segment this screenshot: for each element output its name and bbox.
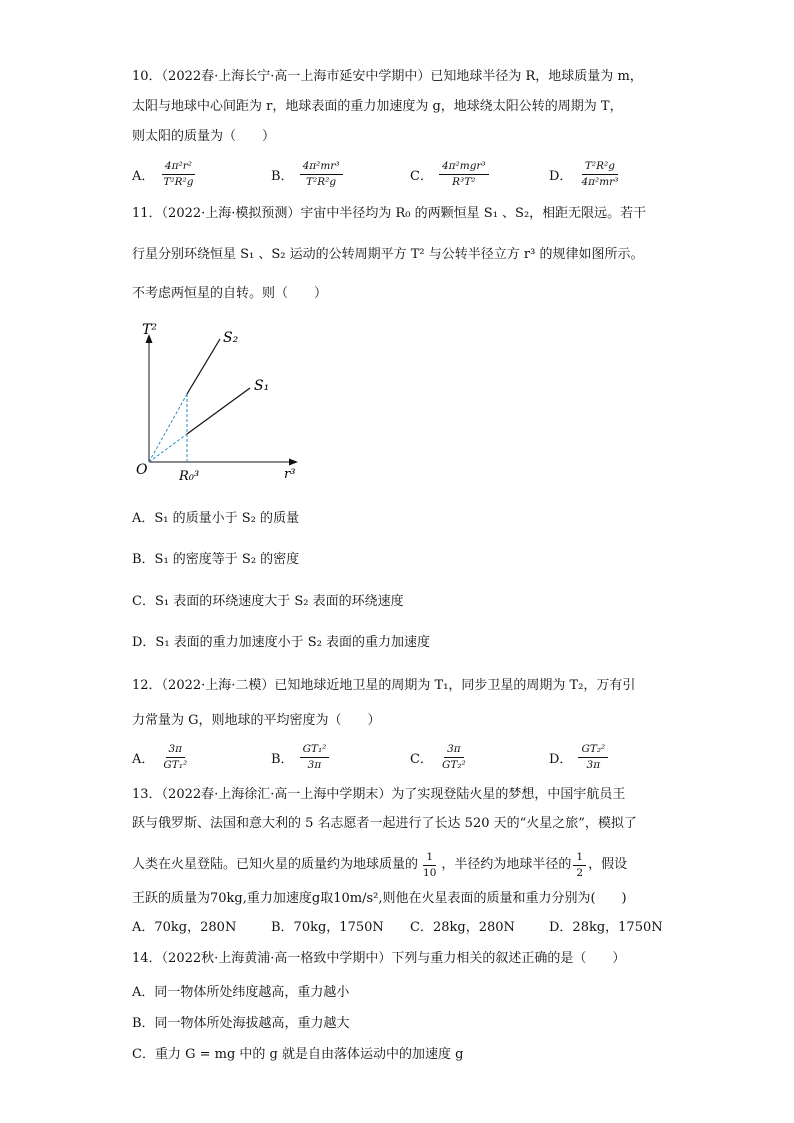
q14-stem-line-1: 14．（2022秋·上海黄浦·高一格致中学期中）下列与重力相关的叙述正确的是（ ） [132, 951, 626, 966]
q11-stem-line-3: 不考虑两恒星的自转。则（ ） [132, 286, 328, 301]
q13-stem-line-4: 王跃的质量为70kg,重力加速度g取10m/s²,则他在火星表面的质量和重力分别为( ) [132, 891, 627, 906]
fraction: $\frac{\text{GT₁²}}{3\pi}$ [300, 743, 330, 772]
q12-options [132, 737, 692, 777]
fraction: $\frac{\text{4π²mr³}}{\text{T²R²g}}$ [300, 160, 343, 189]
r0-tick-label: R₀³ [179, 469, 200, 484]
s1-line [187, 388, 250, 434]
s2-dashed-segment [149, 394, 187, 462]
q12-option-b[interactable]: B． $\frac{\text{GT₁²}}{3\pi}$ [271, 737, 329, 777]
x-axis-label: r³ [284, 467, 296, 482]
q10-option-b[interactable]: B． $\frac{\text{4π²mr³}}{\text{T²R²g}}$ [271, 154, 343, 194]
q11-option-c[interactable]: C．S₁ 表面的环绕速度大于 S₂ 表面的环绕速度 [132, 594, 404, 609]
q13-option-a[interactable]: A．70kg，280N [132, 920, 237, 935]
q13-option-d[interactable]: D．28kg，1750N [549, 920, 663, 935]
s2-line [187, 339, 220, 394]
fraction: $\frac{\text{4π²r²}}{\text{T²R²g}}$ [163, 159, 194, 188]
q13-stem-line-1: 13．（2022春·上海徐汇·高一上海中学期末）为了实现登陆火星的梦想，中国宇航员王 [132, 787, 626, 802]
fraction-one-half: $\frac{1}{2}$ [573, 851, 586, 880]
origin-label: O [136, 462, 148, 478]
q14-option-a[interactable]: A．同一物体所处纬度越高，重力越小 [132, 985, 350, 1000]
q12-stem-line-1: 12．（2022·上海·二模）已知地球近地卫星的周期为 T₁，同步卫星的周期为 T₂，万有引 [132, 678, 636, 693]
s1-label: S₁ [254, 378, 270, 394]
x-axis-arrow [289, 459, 298, 466]
q12-option-d[interactable]: D． $\frac{\text{GT₂²}}{3\pi}$ [549, 737, 608, 777]
q13-stem-line-3: 人类在火星登陆。已知火星的质量约为地球质量的 $\frac{1}{10}$ ，半径约为地球半径的 $\frac{1}{2}$ ，假设 [132, 850, 628, 879]
q14-option-c[interactable]: C．重力 G = mg 中的 g 就是自由落体运动中的加速度 g [132, 1047, 464, 1062]
q10-stem-line-3: 则太阳的质量为（ ） [132, 129, 276, 144]
q12-option-c[interactable]: C． $\frac{3\pi}{\text{GT₂²}}$ [410, 737, 469, 777]
q10-option-a[interactable]: A． $\frac{\text{4π²r²}}{\text{T²R²g}}$ [132, 154, 196, 194]
q12-option-a[interactable]: A． $\frac{3\pi}{\text{GT₁²}}$ [132, 737, 190, 777]
fraction-one-tenth: $\frac{1}{10}$ [423, 850, 437, 879]
q12-stem-line-2: 力常量为 G，则地球的平均密度为（ ） [132, 713, 381, 728]
fraction: $\frac{3\pi}{\text{GT₂²}}$ [441, 742, 466, 771]
s2-label: S₂ [223, 330, 239, 346]
q10-stem-line-1: 10．（2022春·上海长宁·高一上海市延安中学期中）已知地球半径为 R，地球质量为 m， [132, 69, 643, 84]
q13-option-c[interactable]: C．28kg，280N [410, 920, 515, 935]
s1-dashed-segment [149, 434, 187, 462]
q11-stem-line-1: 11．（2022·上海·模拟预测）宇宙中半径均为 R₀ 的两颗恒星 S₁ 、S₂，相距无限远。若干 [132, 206, 647, 221]
q10-stem-line-2: 太阳与地球中心间距为 r，地球表面的重力加速度为 g，地球绕太阳公转的周期为 T， [132, 99, 623, 114]
q10-option-d[interactable]: D． $\frac{\text{T²R²g}}{\text{4π²mr³}}$ [549, 154, 621, 194]
fraction: $\frac{\text{T²R²g}}{\text{4π²mr³}}$ [581, 159, 619, 188]
q11-graph [130, 316, 310, 488]
q11-option-a[interactable]: A．S₁ 的质量小于 S₂ 的质量 [132, 511, 300, 526]
y-axis-label: T² [142, 322, 157, 338]
q13-stem-line-2: 跃与俄罗斯、法国和意大利的 5 名志愿者一起进行了长达 520 天的“火星之旅”，模拟了 [132, 816, 637, 831]
q13-option-b[interactable]: B．70kg，1750N [271, 920, 384, 935]
q10-options [132, 154, 692, 194]
q14-option-b[interactable]: B．同一物体所处海拔越高，重力越大 [132, 1016, 350, 1031]
fraction: $\frac{3\pi}{\text{GT₁²}}$ [163, 742, 188, 771]
q11-option-b[interactable]: B．S₁ 的密度等于 S₂ 的密度 [132, 552, 300, 567]
q11-option-d[interactable]: D．S₁ 表面的重力加速度小于 S₂ 表面的重力加速度 [132, 635, 431, 650]
q10-option-c[interactable]: C． $\frac{\text{4π²mgr³}}{\text{R³T²}}$ [410, 154, 489, 194]
q11-stem-line-2: 行星分别环绕恒星 S₁ 、S₂ 运动的公转周期平方 T² 与公转半径立方 r³ 的规律如图所示。 [132, 247, 644, 262]
fraction: $\frac{\text{GT₂²}}{3\pi}$ [578, 743, 608, 772]
fraction: $\frac{\text{4π²mgr³}}{\text{R³T²}}$ [439, 160, 489, 189]
